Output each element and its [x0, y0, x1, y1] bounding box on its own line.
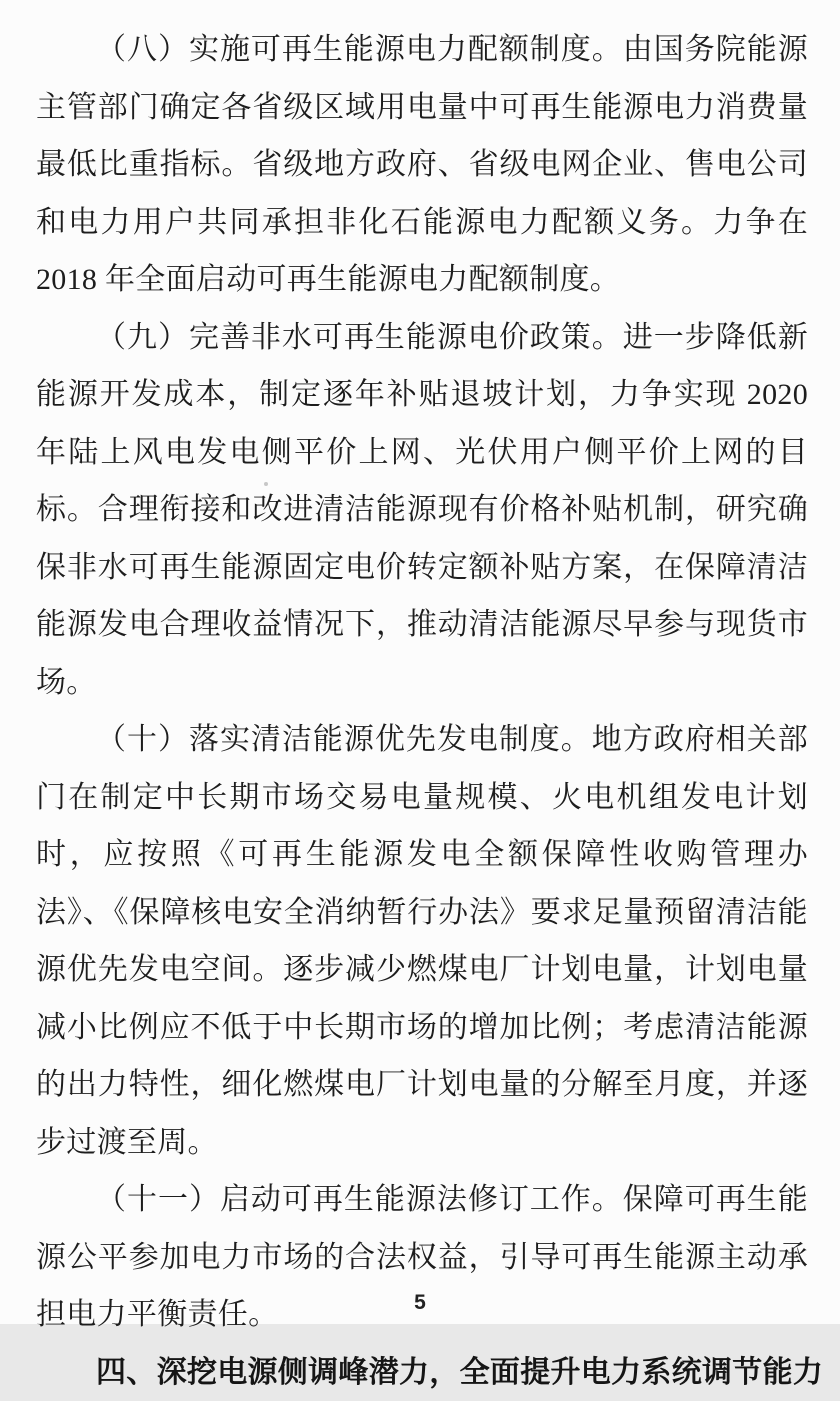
- scan-speck: [264, 482, 268, 486]
- paragraph-item-8: （八）实施可再生能源电力配额制度。由国务院能源主管部门确定各省级区域用电量中可再生能源电力消费量最低比重指标。省级地方政府、省级电网企业、售电公司和电力用户共同承担非化石能源电力配额义务。力争在 2018 年全面启动可再生能源电力配额制度。: [36, 21, 808, 309]
- paragraph-item-11: （十一）启动可再生能源法修订工作。保障可再生能源公平参加电力市场的合法权益，引导可再生能源主动承担电力平衡责任。: [36, 1171, 808, 1344]
- page-number: 5: [0, 1291, 840, 1315]
- scan-speck: [700, 1186, 703, 1192]
- document-body: [36, 21, 808, 1401]
- section-heading: 四、深挖电源侧调峰潜力，全面提升电力系统调节能力: [36, 1344, 808, 1401]
- paragraph-item-10: （十）落实清洁能源优先发电制度。地方政府相关部门在制定中长期市场交易电量规模、火电机组发电计划时，应按照《可再生能源发电全额保障性收购管理办法》、《保障核电安全消纳暂行办法》要求足量预留清洁能源优先发电空间。逐步减少燃煤电厂计划电量，计划电量减小比例应不低于中长期市场的增加比例；考虑清洁能源的出力特性，细化燃煤电厂计划电量的分解至月度，并逐步过渡至周。: [36, 711, 808, 1171]
- paragraph-item-9: （九）完善非水可再生能源电价政策。进一步降低新能源开发成本，制定逐年补贴退坡计划，力争实现 2020 年陆上风电发电侧平价上网、光伏用户侧平价上网的目标。合理衔接和改进清洁能源现有价格补贴机制，研究确保非水可再生能源固定电价转定额补贴方案，在保障清洁能源发电合理收益情况下，推动清洁能源尽早参与现货市场。: [36, 309, 808, 712]
